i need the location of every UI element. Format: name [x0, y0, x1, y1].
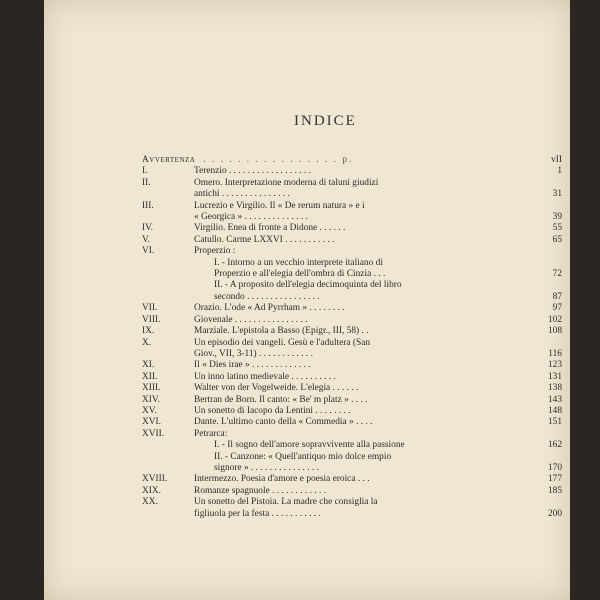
toc-entry-text: Bertran de Born. Il canto: « Be' m platz » . . . . — [194, 394, 368, 405]
toc-entry-page: 39 — [552, 212, 562, 223]
toc-entry-line — [142, 246, 562, 257]
toc-entry-line — [142, 372, 562, 383]
toc-entry-number: XIII. — [142, 383, 161, 394]
toc-entry-text: II. - A proposito dell'elegia decimoquinta del libro — [214, 280, 402, 291]
toc-entry-line — [142, 406, 562, 417]
toc-entries — [142, 166, 562, 520]
toc-entry-page: 87 — [552, 291, 562, 302]
toc-entry-number: III. — [142, 200, 154, 211]
toc-entry-line — [142, 349, 562, 360]
toc-entry-text: secondo . . . . . . . . . . . . . . . . — [214, 291, 320, 302]
page-title: INDICE — [294, 113, 357, 129]
toc-entry-page: 108 — [547, 326, 562, 337]
toc-entry-line — [142, 201, 562, 212]
toc-entry-page: 102 — [547, 314, 562, 325]
toc-entry-line — [142, 178, 562, 189]
table-of-contents — [142, 155, 562, 520]
toc-entry-page: 138 — [547, 383, 562, 394]
toc-entry-page: 116 — [548, 348, 562, 359]
toc-entry-text: Petrarca: — [194, 428, 228, 439]
toc-entry-line — [142, 440, 562, 451]
toc-entry-page: 123 — [547, 360, 562, 371]
avvertenza-label: Avvertenza — [142, 155, 196, 165]
toc-entry-page: 162 — [547, 440, 562, 451]
toc-entry-line — [142, 463, 562, 474]
toc-entry-text: Un episodio dei vangeli. Gesù e l'adultera (San — [194, 337, 371, 348]
toc-entry-page: 170 — [547, 462, 562, 473]
toc-entry-number: XI. — [142, 360, 155, 371]
toc-entry-page: 143 — [547, 394, 562, 405]
toc-entry-text: II. - Canzone: « Quell'antiquo mio dolce empio — [214, 451, 392, 462]
toc-entry-line — [142, 315, 562, 326]
toc-entry-text: I. - Il sogno dell'amore sopravvivente alla passione — [214, 440, 405, 451]
toc-entry-text: Properzio : — [194, 246, 236, 257]
toc-entry-line — [142, 223, 562, 234]
toc-entry-text: Marziale. L'epistola a Basso (Epigr., III, 58) . . — [194, 326, 369, 337]
toc-entry-number: XII. — [142, 371, 158, 382]
toc-entry-number: VIII. — [142, 314, 161, 325]
toc-entry-number: IX. — [142, 326, 155, 337]
toc-entry-number: VII. — [142, 303, 158, 314]
toc-entry-text: Giovenale . . . . . . . . . . . . . . . . — [194, 314, 308, 325]
toc-entry-line — [142, 497, 562, 508]
toc-entry-text: Terenzio . . . . . . . . . . . . . . . . . . — [194, 166, 312, 177]
avvertenza-page: vII — [551, 155, 562, 165]
toc-entry-line — [142, 395, 562, 406]
toc-entry-text: Omero. Interpretazione moderna di taluni giudizi — [194, 177, 379, 188]
toc-entry-text: Giov., VII, 3-11) . . . . . . . . . . . . — [194, 348, 313, 359]
toc-entry-line — [142, 258, 562, 269]
toc-entry-line — [142, 417, 562, 428]
toc-avvertenza-row — [142, 155, 562, 166]
toc-entry-number: I. — [142, 166, 148, 177]
toc-entry-line — [142, 166, 562, 177]
avvertenza-leader: . . . . . . . . . . . . . . . . p. — [203, 155, 354, 165]
toc-entry-text: Intermezzo. Poesia d'amore e poesia eroica . . . — [194, 474, 370, 485]
toc-entry-number: XX. — [142, 497, 158, 508]
toc-entry-line — [142, 212, 562, 223]
toc-entry-line — [142, 269, 562, 280]
toc-entry-number: V. — [142, 234, 150, 245]
toc-entry-line — [142, 429, 562, 440]
toc-entry-number: XIV. — [142, 394, 160, 405]
toc-entry-page: 185 — [547, 485, 562, 496]
toc-entry-page: 65 — [552, 234, 562, 245]
toc-entry-number: VI. — [142, 246, 155, 257]
toc-entry-text: I. - Intorno a un vecchio interprete italiano di — [214, 257, 383, 268]
toc-entry-line — [142, 452, 562, 463]
toc-entry-text: figliuola per la festa . . . . . . . . . . . — [194, 508, 321, 519]
toc-entry-page: 1 — [557, 166, 562, 177]
toc-entry-text: signore » . . . . . . . . . . . . . . . — [214, 462, 319, 473]
toc-entry-line — [142, 292, 562, 303]
toc-entry-line — [142, 338, 562, 349]
toc-entry-line — [142, 509, 562, 520]
toc-entry-page: 55 — [552, 223, 562, 234]
toc-entry-text: Catullo. Carme LXXVI . . . . . . . . . . . — [194, 234, 335, 245]
toc-entry-text: Orazio. L'ode « Ad Pyrrham » . . . . . . . . — [194, 303, 345, 314]
toc-entry-line — [142, 474, 562, 485]
toc-entry-number: XVII. — [142, 428, 165, 439]
toc-entry-number: XIX. — [142, 485, 162, 496]
toc-entry-text: Dante. L'ultimo canto della « Commedia » . . . . — [194, 417, 373, 428]
toc-entry-text: « Georgica » . . . . . . . . . . . . . . — [194, 212, 308, 223]
toc-entry-page: 148 — [547, 405, 562, 416]
toc-entry-text: Un sonetto del Pistoia. La madre che consiglia la — [194, 497, 378, 508]
toc-entry-page: 31 — [552, 189, 562, 200]
toc-entry-text: Un sonetto di Iacopo da Lentini . . . . . . . . — [194, 405, 351, 416]
toc-entry-line — [142, 360, 562, 371]
toc-entry-number: XVIII. — [142, 474, 168, 485]
toc-entry-line — [142, 235, 562, 246]
toc-entry-page: 131 — [547, 371, 562, 382]
toc-entry-page: 151 — [547, 417, 562, 428]
toc-entry-text: Un inno latino medievale . . . . . . . . . . — [194, 371, 336, 382]
toc-entry-text: Romanze spagnuole . . . . . . . . . . . . — [194, 485, 327, 496]
toc-entry-text: Properzio e all'elegia dell'ombra di Cinzia . . . — [214, 269, 386, 280]
toc-entry-number: XV. — [142, 405, 157, 416]
toc-entry-line — [142, 326, 562, 337]
toc-entry-page: 97 — [552, 303, 562, 314]
toc-entry-line — [142, 486, 562, 497]
toc-entry-line — [142, 280, 562, 291]
toc-entry-line — [142, 189, 562, 200]
toc-entry-text: Il « Dies irae » . . . . . . . . . . . . . — [194, 360, 311, 371]
toc-entry-text: Walter von der Vogelweide. L'elegia . . . . . . — [194, 383, 359, 394]
toc-entry-page: 72 — [552, 269, 562, 280]
toc-entry-number: X. — [142, 337, 152, 348]
toc-entry-number: II. — [142, 177, 151, 188]
toc-entry-text: Virgilio. Enea di fronte a Didone . . . . . . — [194, 223, 346, 234]
toc-entry-line — [142, 383, 562, 394]
book-page — [44, 0, 570, 600]
toc-entry-number: XVI. — [142, 417, 162, 428]
toc-entry-text: antichi . . . . . . . . . . . . . . . — [194, 189, 290, 200]
toc-entry-text: Lucrezio e Virgilio. Il « De rerum natura » e i — [194, 200, 365, 211]
toc-entry-line — [142, 303, 562, 314]
toc-entry-page: 177 — [547, 474, 562, 485]
toc-entry-number: IV. — [142, 223, 154, 234]
toc-entry-page: 200 — [547, 508, 562, 519]
